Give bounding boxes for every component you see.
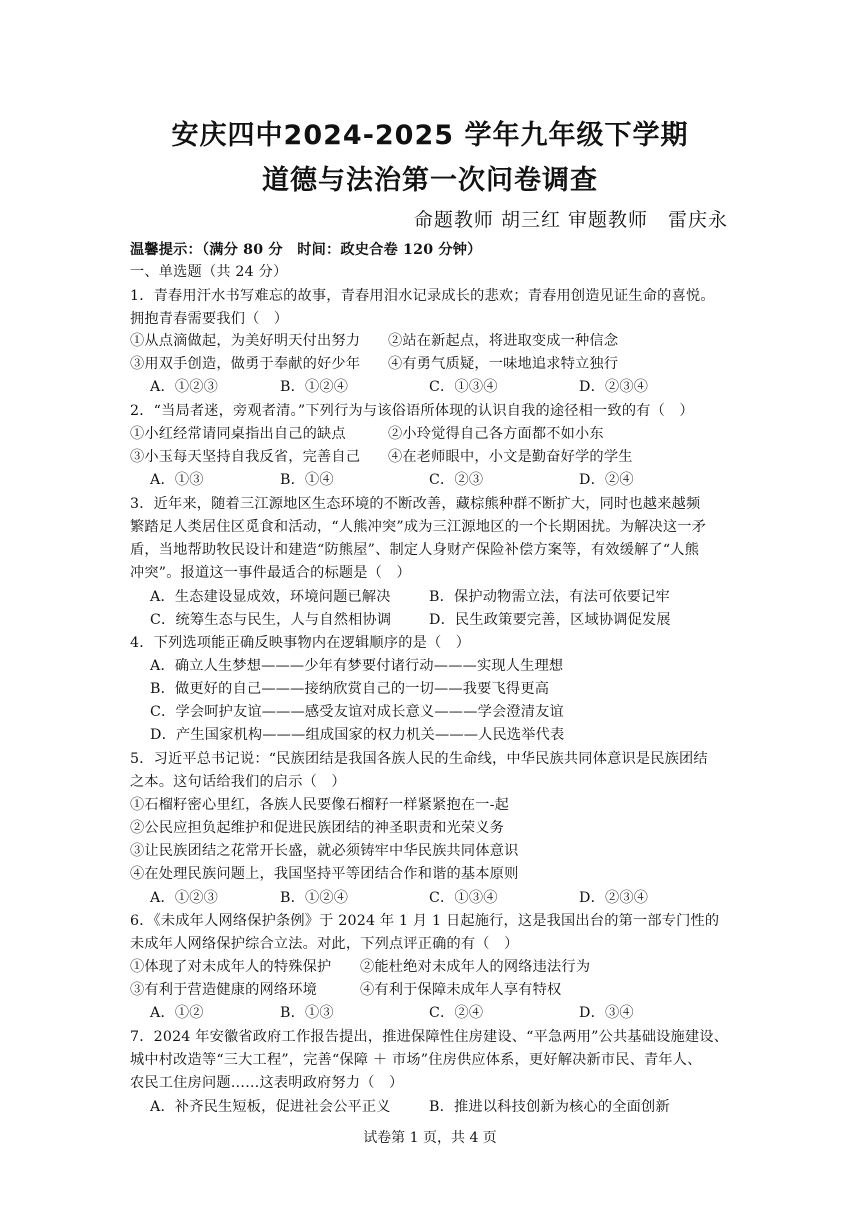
q1-stem-line-1: 1．青春用汗水书写难忘的故事，青春用泪水记录成长的悲欢；青春用创造见证生命的喜悦。 [130, 288, 715, 304]
q1-statement-2: ②站在新起点，将进取变成一种信念 [388, 333, 619, 349]
q5-statement-2: ②公民应担负起维护和促进民族团结的神圣职责和光荣义务 [130, 820, 505, 836]
q3-stem-line-2: 繁踏足人类居住区觅食和活动，“人熊冲突”成为三江源地区的一个长期困扰。为解决这一矛 [130, 519, 707, 535]
q6-option-a[interactable]: A．①② [150, 1005, 204, 1021]
q1-option-b[interactable]: B．①②④ [280, 379, 349, 395]
q7-stem-line-3: 农民工住房问题……这表明政府努力（ ） [130, 1075, 404, 1091]
authors-line: 命题教师 胡三红 审题教师 雷庆永 [413, 209, 728, 231]
q1-stem-line-2: 拥抱青春需要我们（ ） [130, 311, 289, 327]
q6-option-c[interactable]: C．②④ [429, 1005, 484, 1021]
q6-statement-3: ③有利于营造健康的网络环境 [130, 982, 318, 998]
q6-statement-row-1 [130, 957, 591, 977]
exam-title: 安庆四中2024-2025 学年九年级下学期 [171, 120, 689, 151]
page-footer: 试卷第 1 页，共 4 页 [363, 1130, 497, 1146]
q1-option-c[interactable]: C．①③④ [429, 379, 498, 395]
q2-statement-row-1 [130, 424, 604, 444]
q3-stem-line-1: 3．近年来，随着三江源地区生态环境的不断改善，藏棕熊种群不断扩大，同时也越来越频 [130, 496, 701, 512]
q6-option-d[interactable]: D．③④ [579, 1005, 634, 1021]
q2-option-c[interactable]: C．②③ [429, 472, 484, 488]
section-title: 一、单选题（共 24 分） [130, 264, 288, 280]
q4-option-b[interactable]: B．做更好的自己———接纳欣赏自己的一切——我要飞得更高 [150, 681, 550, 697]
q2-statement-2: ②小玲觉得自己各方面都不如小东 [388, 426, 604, 442]
q5-statement-4: ④在处理民族问题上，我国坚持平等团结合作和谐的基本原则 [130, 866, 519, 882]
q6-stem-line-2: 未成年人网络保护综合立法。对此，下列点评正确的有（ ） [130, 936, 519, 952]
q2-option-d[interactable]: D．②④ [579, 472, 634, 488]
q5-option-a[interactable]: A．①②③ [150, 890, 218, 906]
q6-option-b[interactable]: B．①③ [280, 1005, 334, 1021]
q5-statement-3: ③让民族团结之花常开长盛，就必须铸牢中华民族共同体意识 [130, 843, 519, 859]
q6-statement-1: ①体现了对未成年人的特殊保护 [130, 959, 332, 975]
q1-option-a[interactable]: A．①②③ [150, 379, 218, 395]
q7-stem-line-1: 7．2024 年安徽省政府工作报告提出，推进保障性住房建设、“平急两用”公共基础设施建设、 [130, 1029, 729, 1045]
q5-option-c[interactable]: C．①③④ [429, 890, 498, 906]
q4-option-d[interactable]: D．产生国家机构———组成国家的权力机关———人民选举代表 [150, 727, 565, 743]
q4-option-a[interactable]: A．确立人生梦想———少年有梦要付诸行动———实现人生理想 [150, 658, 564, 674]
q1-statement-4: ④有勇气质疑，一味地追求特立独行 [388, 356, 619, 372]
notice: 温馨提示：（满分 80 分 时间：政史合卷 120 分钟） [130, 242, 482, 258]
q1-statement-1: ①从点滴做起，为美好明天付出努力 [130, 333, 361, 349]
q7-stem-line-2: 城中村改造等“三大工程”，完善“保障 ＋ 市场”住房供应体系，更好解决新市民、青年人、 [130, 1052, 702, 1068]
q2-option-b[interactable]: B．①④ [280, 472, 334, 488]
q5-option-d[interactable]: D．②③④ [579, 890, 649, 906]
q3-stem-line-4: 冲突”。报道这一事件最适合的标题是（ ） [130, 565, 411, 581]
q1-statement-3: ③用双手创造，做勇于奉献的好少年 [130, 356, 361, 372]
q2-statement-row-2 [130, 447, 633, 467]
q5-stem-line-2: 之本。这句话给我们的启示（ ） [130, 774, 346, 790]
q4-option-c[interactable]: C．学会呵护友谊———感受友谊对成长意义———学会澄清友谊 [150, 704, 564, 720]
q3-option-d[interactable]: D．民生政策要完善，区域协调促发展 [429, 612, 671, 628]
q2-stem-line-1: 2．“当局者迷，旁观者清。”下列行为与该俗语所体现的认识自我的途径相一致的有（ ） [130, 403, 694, 419]
q2-statement-1: ①小红经常请同桌指出自己的缺点 [130, 426, 346, 442]
exam-subtitle: 道德与法治第一次问卷调查 [262, 165, 598, 196]
q5-option-b[interactable]: B．①②④ [280, 890, 349, 906]
q2-option-a[interactable]: A．①③ [150, 472, 204, 488]
q3-option-a[interactable]: A．生态建设显成效，环境问题已解决 [150, 589, 391, 605]
q3-option-b[interactable]: B．保护动物需立法，有法可依要记牢 [429, 589, 670, 605]
q5-statement-1: ①石榴籽密心里红，各族人民要像石榴籽一样紧紧抱在一-起 [130, 797, 510, 813]
q6-statement-row-2 [130, 980, 562, 1000]
q7-option-b[interactable]: B．推进以科技创新为核心的全面创新 [429, 1099, 670, 1115]
q3-stem-line-3: 盾，当地帮助牧民设计和建造“防熊屋”、制定人身财产保险补偿方案等，有效缓解了“人熊 [130, 542, 700, 558]
q1-option-d[interactable]: D．②③④ [579, 379, 649, 395]
q5-stem-line-1: 5．习近平总书记说：“民族团结是我国各族人民的生命线，中华民族共同体意识是民族团结 [130, 751, 708, 767]
q2-statement-3: ③小玉每天坚持自我反省，完善自己 [130, 449, 361, 465]
q1-statement-row-1 [130, 331, 619, 351]
q6-statement-2: ②能杜绝对未成年人的网络违法行为 [360, 959, 591, 975]
q6-stem-line-1: 6．《未成年人网络保护条例》于 2024 年 1 月 1 日起施行，这是我国出台的第一部专门性的 [130, 913, 720, 929]
q3-option-c[interactable]: C．统筹生态与民生，人与自然相协调 [150, 612, 392, 628]
q1-statement-row-2 [130, 354, 619, 374]
q7-option-a[interactable]: A．补齐民生短板，促进社会公平正义 [150, 1099, 391, 1115]
q4-stem-line-1: 4．下列选项能正确反映事物内在逻辑顺序的是（ ） [130, 635, 471, 651]
q6-statement-4: ④有利于保障未成年人享有特权 [360, 982, 562, 998]
q2-statement-4: ④在老师眼中，小文是勤奋好学的学生 [388, 449, 633, 465]
